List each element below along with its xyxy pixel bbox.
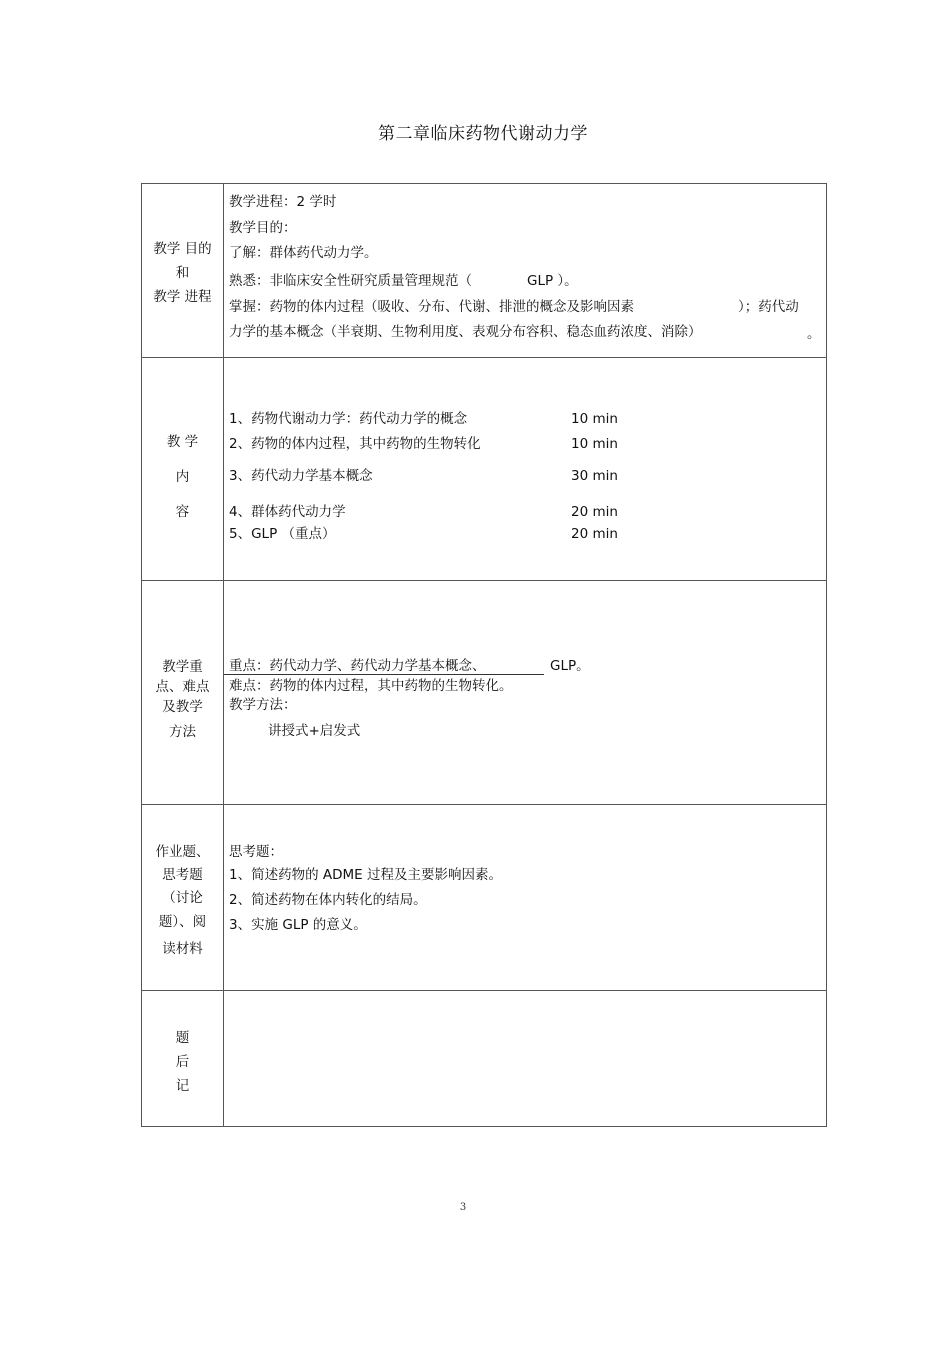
key-points-label-line: 及教学 (162, 699, 203, 715)
content-label-line: 容 (175, 504, 190, 520)
homework-label-line: 题）、阅 (158, 914, 207, 930)
content-item: 4、群体药代动力学 (229, 504, 346, 520)
objectives-label-line: 教学 目的 (153, 241, 212, 257)
key-points-text: 重点：药代动力学、药代动力学基本概念、 (229, 658, 486, 674)
row-divider (142, 990, 826, 991)
master-text: 掌握：药物的体内过程（吸收、分布、代谢、排泄的概念及影响因素 (229, 299, 634, 315)
row-divider (142, 804, 826, 805)
method-heading: 教学方法： (229, 697, 297, 713)
homework-label-line: 思考题 (162, 867, 203, 883)
homework-item: 3、实施 GLP 的意义。 (229, 917, 367, 933)
postscript-label-line: 后 (175, 1054, 190, 1070)
postscript-label-line: 题 (175, 1030, 190, 1046)
content-item-time: 10 min (571, 411, 618, 427)
homework-label-line: （讨论 (162, 890, 203, 906)
content-item: 5、GLP （重点） (229, 526, 336, 542)
content-item-time: 20 min (571, 526, 618, 542)
homework-item: 2、简述药物在体内转化的结局。 (229, 892, 427, 908)
homework-label-line: 读材料 (162, 941, 203, 957)
content-label-line: 内 (175, 469, 190, 485)
master-text-cont: ）；药代动 (738, 299, 799, 315)
content-label-line: 教 学 (166, 434, 199, 450)
objectives-label-line: 和 (175, 265, 190, 281)
method-text: 讲授式+启发式 (268, 723, 361, 739)
homework-label-line: 作业题、 (155, 844, 210, 860)
objectives-label-line: 教学 进程 (153, 289, 212, 305)
difficulty-text: 难点：药物的体内过程，其中药物的生物转化。 (229, 678, 513, 694)
familiar-text-abbr: GLP ）。 (527, 273, 578, 289)
content-item: 3、药代动力学基本概念 (229, 468, 373, 484)
page-number: 3 (459, 1202, 467, 1213)
master-text-end: 。 (807, 326, 821, 342)
lesson-plan-table (141, 183, 827, 1127)
content-item: 1、药物代谢动力学：药代动力学的概念 (229, 411, 468, 427)
master-text-line2: 力学的基本概念（半衰期、生物利用度、表观分布容积、稳态血药浓度、消除） (229, 324, 702, 340)
homework-heading: 思考题： (229, 844, 283, 860)
understand-text: 了解：群体药代动力学。 (229, 245, 378, 261)
page-title: 第二章临床药物代谢动力学 (378, 124, 588, 144)
key-points-text-abbr: GLP。 (550, 658, 590, 674)
homework-item: 1、简述药物的 ADME 过程及主要影响因素。 (229, 867, 502, 883)
row-divider (142, 580, 826, 581)
content-item-time: 20 min (571, 504, 618, 520)
key-points-label-line: 方法 (169, 724, 196, 740)
content-item-time: 10 min (571, 436, 618, 452)
content-item: 2、药物的体内过程，其中药物的生物转化 (229, 436, 481, 452)
column-divider (223, 184, 224, 1126)
familiar-text: 熟悉：非临床安全性研究质量管理规范（ (229, 273, 472, 289)
progress-text: 教学进程：2 学时 (229, 194, 337, 210)
key-points-label-line: 教学重 (162, 659, 203, 675)
key-points-label-line: 点、难点 (155, 679, 210, 695)
purpose-heading: 教学目的： (229, 220, 297, 236)
content-item-time: 30 min (571, 468, 618, 484)
postscript-label-line: 记 (175, 1078, 190, 1094)
row-divider (142, 357, 826, 358)
key-points-underline (224, 674, 544, 675)
